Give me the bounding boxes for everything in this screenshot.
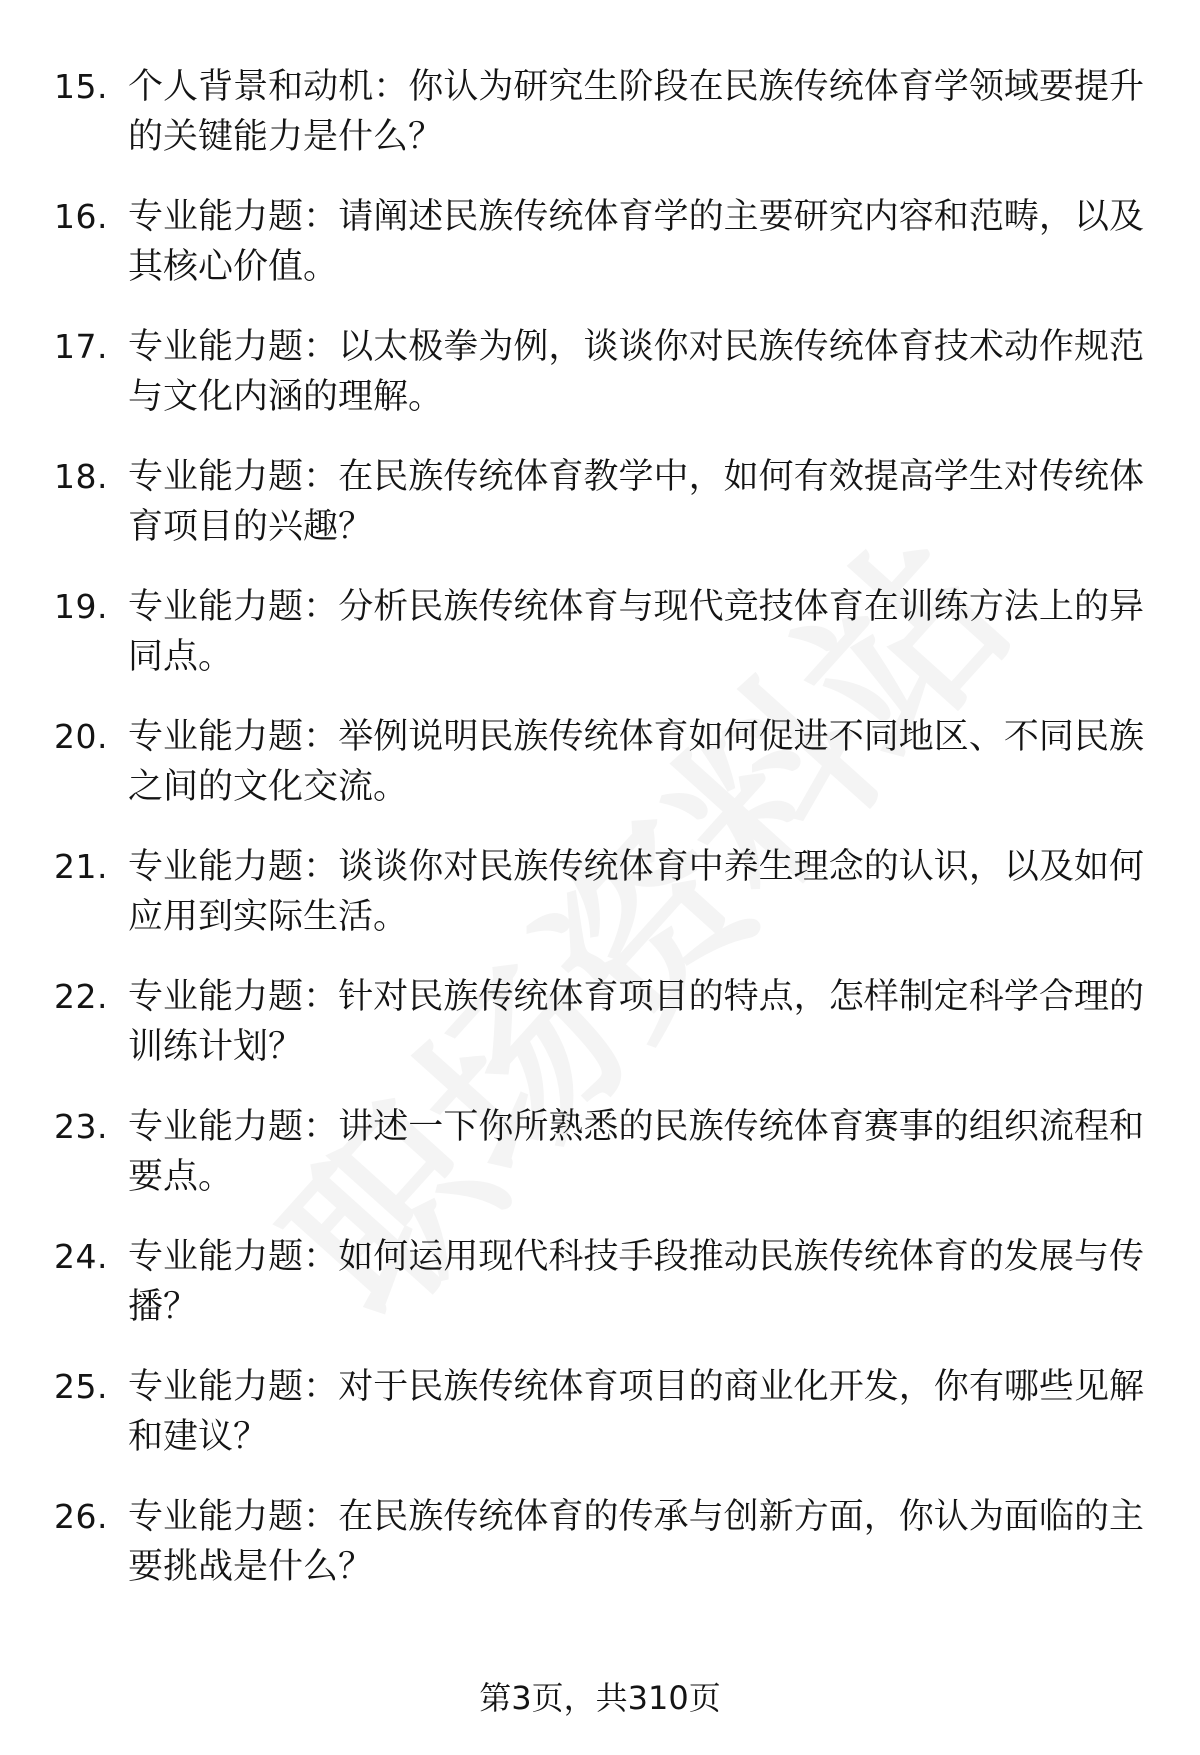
- question-text: 专业能力题：如何运用现代科技手段推动民族传统体育的发展与传播？: [128, 1237, 1144, 1327]
- question-text: 专业能力题：在民族传统体育的传承与创新方面，你认为面临的主要挑战是什么？: [128, 1497, 1144, 1587]
- question-number: 26.: [54, 1497, 108, 1536]
- question-item-22: [0, 972, 1200, 1102]
- question-number: 16.: [54, 197, 108, 236]
- question-item-19: [0, 582, 1200, 712]
- question-text: 专业能力题：对于民族传统体育项目的商业化开发，你有哪些见解和建议？: [128, 1367, 1144, 1457]
- question-item-17: [0, 322, 1200, 452]
- question-item-23: [0, 1102, 1200, 1232]
- question-number: 23.: [54, 1107, 108, 1146]
- question-text: 专业能力题：举例说明民族传统体育如何促进不同地区、不同民族之间的文化交流。: [128, 717, 1144, 807]
- question-item-18: [0, 452, 1200, 582]
- question-text: 专业能力题：以太极拳为例，谈谈你对民族传统体育技术动作规范与文化内涵的理解。: [128, 327, 1144, 417]
- question-number: 21.: [54, 847, 108, 886]
- question-number: 22.: [54, 977, 108, 1016]
- question-number: 19.: [54, 587, 108, 626]
- question-text: 专业能力题：分析民族传统体育与现代竞技体育在训练方法上的异同点。: [128, 587, 1144, 677]
- question-number: 20.: [54, 717, 108, 756]
- question-item-16: [0, 192, 1200, 322]
- page-indicator: 第3页，共310页: [479, 1679, 721, 1717]
- question-item-26: [0, 1492, 1200, 1622]
- question-item-15: [0, 62, 1200, 192]
- question-text: 个人背景和动机：你认为研究生阶段在民族传统体育学领域要提升的关键能力是什么？: [128, 67, 1144, 157]
- question-list: [0, 62, 1200, 1622]
- question-item-20: [0, 712, 1200, 842]
- question-item-21: [0, 842, 1200, 972]
- question-number: 15.: [54, 67, 108, 106]
- question-text: 专业能力题：在民族传统体育教学中，如何有效提高学生对传统体育项目的兴趣？: [128, 457, 1144, 547]
- question-number: 24.: [54, 1237, 108, 1276]
- question-text: 专业能力题：讲述一下你所熟悉的民族传统体育赛事的组织流程和要点。: [128, 1107, 1144, 1197]
- question-text: 专业能力题：请阐述民族传统体育学的主要研究内容和范畴，以及其核心价值。: [128, 197, 1144, 287]
- question-item-24: [0, 1232, 1200, 1362]
- question-item-25: [0, 1362, 1200, 1492]
- question-number: 25.: [54, 1367, 108, 1406]
- question-text: 专业能力题：谈谈你对民族传统体育中养生理念的认识，以及如何应用到实际生活。: [128, 847, 1144, 937]
- question-text: 专业能力题：针对民族传统体育项目的特点，怎样制定科学合理的训练计划？: [128, 977, 1144, 1067]
- question-number: 18.: [54, 457, 108, 496]
- question-number: 17.: [54, 327, 108, 366]
